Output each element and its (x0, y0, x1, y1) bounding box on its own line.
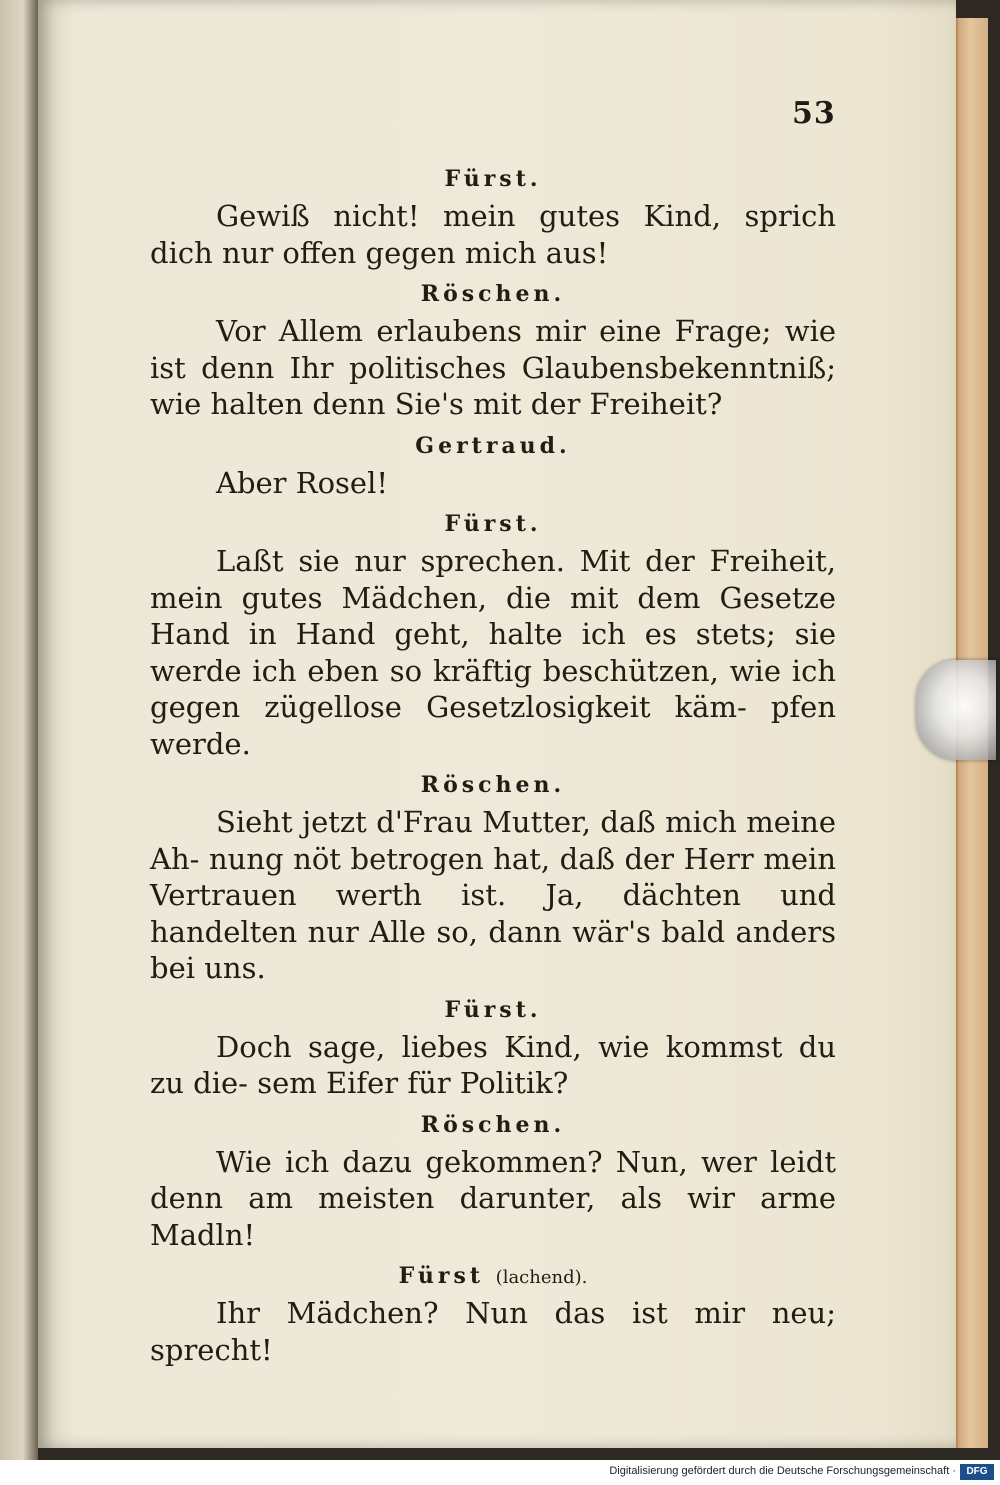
dfg-logo: DFG (960, 1464, 994, 1480)
speaker-name: Gertraud. (415, 432, 571, 459)
dialogue-block (150, 160, 836, 271)
text-block (150, 160, 836, 1372)
speech-text: Gewiß nicht! mein gutes Kind, sprich dich nur offen gegen mich aus! (150, 199, 836, 270)
dialogue-block (150, 766, 836, 987)
page-number: 53 (792, 96, 836, 131)
speaker-name: Fürst. (444, 166, 542, 192)
dialogue-block (150, 275, 836, 423)
speech-text: Ihr Mädchen? Nun das ist mir neu; sprecht! (150, 1296, 836, 1367)
page-clip (916, 660, 996, 760)
dialogue-block (150, 427, 836, 502)
speech-text: Vor Allem erlaubens mir eine Frage; wie ist denn Ihr politisches Glaubensbekenntniß; wie halten denn Sie's mit der Freiheit? (150, 314, 836, 421)
speaker-name: Röschen. (420, 772, 566, 798)
dialogue-block (150, 505, 836, 762)
speaker-name: Fürst. (444, 996, 542, 1023)
speech-text: Doch sage, liebes Kind, wie kommst du zu die- sem Eifer für Politik? (150, 1029, 836, 1100)
footer-credit: Digitalisierung gefördert durch die Deutsche Forschungsgemeinschaft · (609, 1465, 956, 1477)
speech-text: Laßt sie nur sprechen. Mit der Freiheit, mein gutes Mädchen, die mit dem Gesetze Hand in Hand geht, halte ich es stets; sie werde ich eben so kräftig beschützen, wie ich gegen zügellose Gesetzlosigkeit käm- pfen werde. (150, 544, 836, 761)
dialogue-block (150, 1106, 836, 1254)
speech-text: Sieht jetzt d'Frau Mutter, daß mich meine Ah- nung nöt betrogen hat, daß der Herr mein Vertrauen werth ist. Ja, dächten und handelten nur Alle so, dann wär's bald anders bei uns. (150, 805, 836, 985)
footer-bar (0, 1460, 1000, 1485)
stage-direction: (lachend). (495, 1267, 588, 1288)
speech-text: Wie ich dazu gekommen? Nun, wer leidt denn am meisten darunter, als wir arme Madln! (150, 1144, 836, 1252)
speech-text: Aber Rosel! (216, 465, 389, 500)
dialogue-block (150, 1257, 836, 1368)
speaker-name: Röschen. (420, 281, 566, 307)
speaker-name: Fürst (lachend). (398, 1263, 588, 1289)
speaker-name: Fürst. (444, 511, 542, 537)
left-page-edge (0, 0, 38, 1460)
dialogue-block (150, 991, 836, 1102)
speaker-name: Röschen. (420, 1111, 566, 1138)
